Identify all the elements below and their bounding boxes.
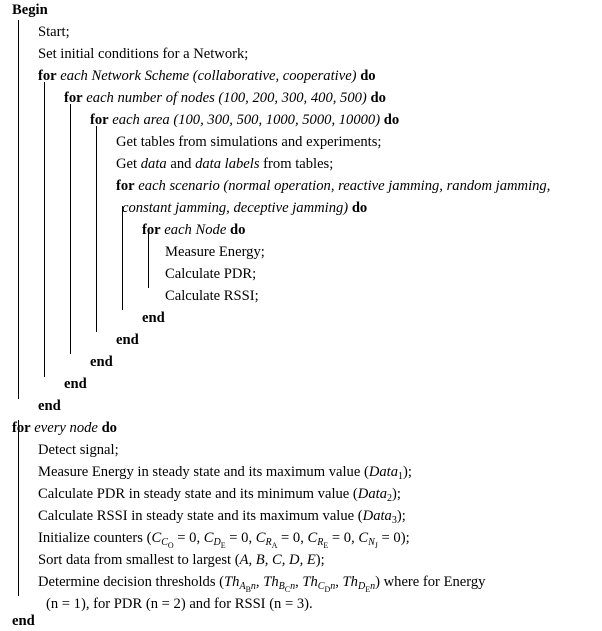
- line-calc-pdr-ss: Calculate PDR in steady state and its minimum value (Data$_2$);: [38, 486, 401, 504]
- line-measure-ss: Measure Energy in steady state and its maximum value (Data$_1$);: [38, 464, 412, 482]
- end-scheme: end: [38, 398, 61, 414]
- block-rule-main: [18, 20, 19, 399]
- line-calc-rssi: Calculate RSSI;: [165, 288, 259, 304]
- line-measure-energy: Measure Energy;: [165, 244, 265, 260]
- block-rule-area: [96, 126, 97, 332]
- line-calc-rssi-ss: Calculate RSSI in steady state and its maximum value (Data$_3$);: [38, 508, 406, 526]
- line-determine: Determine decision thresholds ($Th_{A_Bn}$, $Th_{B_Cn}$, $Th_{C_Dn}$, $Th_{D_En}$) where for Energy: [38, 574, 486, 594]
- line-for-scenario: for each scenario (normal operation, reactive jamming, random jamming,: [116, 178, 551, 194]
- line-for-every: for every node do: [12, 420, 117, 436]
- line-for-scenario-cont: constant jamming, deceptive jamming) do: [122, 200, 368, 216]
- line-start: Start;: [38, 24, 70, 40]
- line-for-scheme: for each Network Scheme (collaborative, cooperative) do: [38, 68, 376, 84]
- line-detect: Detect signal;: [38, 442, 119, 458]
- line-init-counters: Initialize counters ($C_{C_O} = 0$, $C_{D_E} = 0$, $C_{R_A} = 0$, $C_{R_E} = 0$, $C_{N_J} = 0$);: [38, 530, 410, 550]
- line-for-node: for each Node do: [142, 222, 246, 238]
- line-determine-cont: (n = 1), for PDR (n = 2) and for RSSI (n = 3).: [46, 596, 313, 612]
- block-rule-every: [18, 420, 19, 596]
- line-sort: Sort data from smallest to largest (A, B, C, D, E);: [38, 552, 325, 568]
- end-nodes: end: [64, 376, 87, 392]
- line-calc-pdr: Calculate PDR;: [165, 266, 257, 282]
- end-every: end: [12, 613, 35, 629]
- line-get-tables: Get tables from simulations and experiments;: [116, 134, 382, 150]
- end-area: end: [90, 354, 113, 370]
- end-node: end: [142, 310, 165, 326]
- line-get-data: Get data and data labels from tables;: [116, 156, 334, 172]
- block-rule-nodes: [70, 104, 71, 354]
- line-for-area: for each area (100, 300, 500, 1000, 5000, 10000) do: [90, 112, 400, 128]
- begin-keyword: Begin: [12, 2, 48, 18]
- block-rule-scenario: [122, 206, 123, 310]
- end-scenario: end: [116, 332, 139, 348]
- line-init: Set initial conditions for a Network;: [38, 46, 249, 62]
- line-for-nodes: for each number of nodes (100, 200, 300, 400, 500) do: [64, 90, 386, 106]
- block-rule-scheme: [44, 82, 45, 377]
